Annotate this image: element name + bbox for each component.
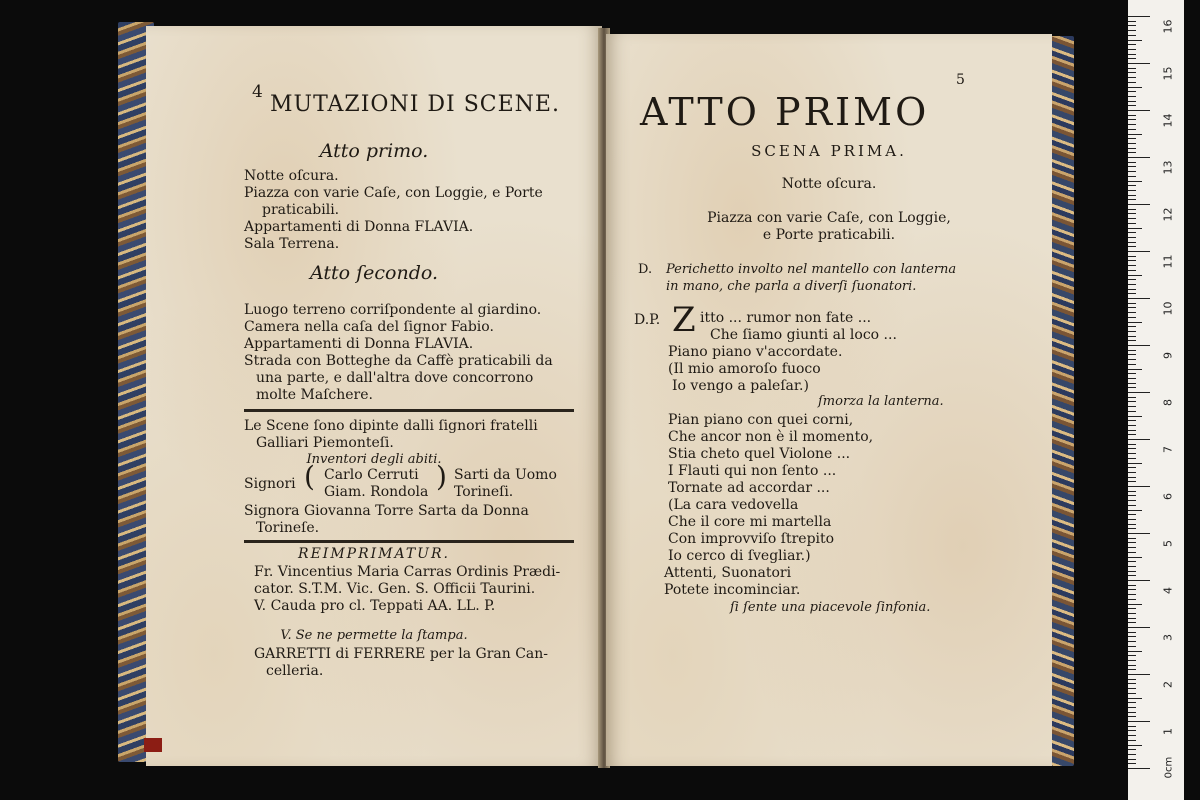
ruler-tick	[1128, 383, 1136, 384]
ruler-tick	[1128, 270, 1136, 271]
ruler-tick	[1128, 279, 1136, 280]
ruler-tick	[1128, 571, 1136, 572]
ruler-tick	[1128, 745, 1142, 746]
ruler-number: 3	[1161, 634, 1175, 641]
signori-role: Torineſi.	[454, 484, 514, 500]
ruler-tick	[1128, 730, 1136, 731]
ruler-tick	[1128, 463, 1142, 464]
ruler-tick	[1128, 317, 1136, 318]
ruler-tick	[1128, 129, 1136, 130]
ruler-tick	[1128, 538, 1136, 539]
ruler-tick	[1128, 190, 1136, 191]
ruler-tick	[1128, 481, 1136, 482]
stage-direction: ſi ſente una piacevole ſinfonia.	[730, 600, 931, 615]
act2-line: Strada con Botteghe da Caffè praticabili da	[244, 353, 553, 369]
ruler-tick	[1128, 698, 1142, 699]
ruler-tick	[1128, 505, 1136, 506]
bracket-close: )	[436, 460, 447, 493]
ruler-number: 7	[1161, 446, 1175, 453]
verse-line: Pian piano con quei corni,	[668, 412, 854, 428]
ruler-tick	[1128, 707, 1136, 708]
ruler-number: 4	[1161, 587, 1175, 594]
ruler-tick	[1128, 679, 1136, 680]
ruler-tick	[1128, 119, 1136, 120]
verse-line: Tornate ad accordar ...	[668, 480, 830, 496]
ruler-tick	[1128, 651, 1142, 652]
ruler-number: 2	[1161, 681, 1175, 688]
ruler-tick	[1128, 566, 1136, 567]
ruler-tick	[1128, 58, 1136, 59]
garretti-line: celleria.	[266, 663, 324, 679]
ruler-tick	[1128, 702, 1136, 703]
ruler-tick	[1128, 411, 1136, 412]
ruler-tick	[1128, 636, 1136, 637]
ruler-tick	[1128, 768, 1150, 769]
ruler-tick	[1128, 655, 1136, 656]
ruler-number: 14	[1161, 113, 1175, 128]
ruler-number: 11	[1161, 254, 1175, 269]
ruler-tick	[1128, 458, 1136, 459]
ruler-tick	[1128, 326, 1136, 327]
ruler-tick	[1128, 557, 1142, 558]
verse-line: (La cara vedovella	[668, 497, 799, 513]
reimprimatur-line: Fr. Vincentius Maria Carras Ordinis Prædi-	[254, 564, 561, 580]
act2-line: Luogo terreno corriſpondente al giardino.	[244, 302, 542, 318]
stage-direction: in mano, che parla a diverſi ſuonatori.	[666, 279, 917, 294]
verse-line: (Il mio amoroſo fuoco	[668, 361, 821, 377]
ruler-tick	[1128, 209, 1136, 210]
ruler-tick	[1128, 392, 1150, 393]
ruler-tick	[1128, 434, 1136, 435]
ruler-tick	[1128, 613, 1136, 614]
ruler-tick	[1128, 30, 1136, 31]
ruler-tick	[1128, 251, 1150, 252]
page-title: MUTAZIONI DI SCENE.	[270, 92, 560, 117]
ruler-number: 13	[1161, 160, 1175, 175]
ruler-tick	[1128, 195, 1136, 196]
ruler-tick	[1128, 218, 1136, 219]
ruler-tick	[1128, 735, 1136, 736]
ruler-tick	[1128, 138, 1136, 139]
ruler-number: 8	[1161, 399, 1175, 406]
ruler-tick	[1128, 542, 1136, 543]
ruler-tick	[1128, 152, 1136, 153]
signori-name: Carlo Cerruti	[324, 467, 419, 483]
verse-line: Potete incominciar.	[664, 582, 801, 598]
measuring-ruler	[1128, 0, 1184, 800]
scenes-line: Galliari Piemonteſi.	[256, 435, 394, 451]
ruler-tick	[1128, 561, 1136, 562]
ruler-tick	[1128, 260, 1136, 261]
ruler-tick	[1128, 622, 1136, 623]
act-title: ATTO PRIMO	[640, 90, 930, 134]
ruler-tick	[1128, 547, 1136, 548]
ruler-tick	[1128, 359, 1136, 360]
verse-line: Io vengo a paleſar.)	[672, 378, 809, 394]
ruler-tick	[1128, 716, 1136, 717]
reimprimatur-heading: REIMPRIMATUR.	[298, 546, 450, 562]
verse-line: Io cerco di ſvegliar.)	[668, 548, 811, 564]
ruler-tick	[1128, 185, 1136, 186]
direction-speaker: D.	[638, 262, 653, 277]
ruler-tick	[1128, 63, 1150, 64]
ruler-tick	[1128, 575, 1136, 576]
ruler-tick	[1128, 124, 1136, 125]
ruler-tick	[1128, 406, 1136, 407]
ruler-tick	[1128, 693, 1136, 694]
reimprimatur-line: cator. S.T.M. Vic. Gen. S. Officii Taurini.	[254, 581, 536, 597]
ruler-tick	[1128, 683, 1136, 684]
ruler-tick	[1128, 223, 1136, 224]
ruler-tick	[1128, 369, 1142, 370]
ruler-tick	[1128, 204, 1150, 205]
ruler-tick	[1128, 232, 1136, 233]
ruler-tick	[1128, 364, 1136, 365]
ruler-tick	[1128, 641, 1136, 642]
scenes-line: Le Scene ſono dipinte dalli ſignori fratelli	[244, 418, 538, 434]
ruler-number: 16	[1161, 19, 1175, 34]
garretti-line: GARRETTI di FERRERE per la Gran Can-	[254, 646, 549, 662]
ruler-tick	[1128, 345, 1150, 346]
stage-direction: ſmorza la lanterna.	[818, 394, 944, 409]
act2-heading: Atto ſecondo.	[309, 262, 439, 284]
ruler-tick	[1128, 486, 1150, 487]
ruler-tick	[1128, 176, 1136, 177]
ruler-tick	[1128, 754, 1136, 755]
ruler-tick	[1128, 453, 1136, 454]
ruler-tick	[1128, 491, 1136, 492]
divider-rule	[244, 540, 574, 543]
ruler-tick	[1128, 416, 1142, 417]
ruler-tick	[1128, 599, 1136, 600]
ruler-tick	[1128, 322, 1142, 323]
act2-line: molte Maſchere.	[256, 387, 373, 403]
ruler-tick	[1128, 91, 1136, 92]
act1-line: Appartamenti di Donna FLAVIA.	[244, 219, 474, 235]
ruler-tick	[1128, 143, 1136, 144]
ruler-tick	[1128, 627, 1150, 628]
ruler-tick	[1128, 228, 1142, 229]
ruler-tick	[1128, 721, 1150, 722]
signori-label: Signori	[244, 476, 296, 492]
ruler-tick	[1128, 115, 1136, 116]
ruler-tick	[1128, 425, 1136, 426]
ruler-number: 5	[1161, 540, 1175, 547]
speaker-label: D.P.	[634, 312, 661, 328]
ruler-tick	[1128, 199, 1136, 200]
reimprimatur-line: V. Cauda pro cl. Teppati AA. LL. P.	[254, 598, 496, 614]
ruler-tick	[1128, 726, 1136, 727]
ruler-tick	[1128, 632, 1136, 633]
ruler-tick	[1128, 148, 1136, 149]
ruler-tick	[1128, 166, 1136, 167]
ruler-tick	[1128, 298, 1150, 299]
signori-role: Sarti da Uomo	[454, 467, 557, 483]
page-number-right: 5	[956, 72, 965, 88]
ruler-tick	[1128, 585, 1136, 586]
verse-line: Con improvviſo ſtrepito	[668, 531, 835, 547]
ruler-tick	[1128, 688, 1136, 689]
ruler-tick	[1128, 44, 1136, 45]
ruler-tick	[1128, 21, 1136, 22]
ruler-tick	[1128, 580, 1150, 581]
setting-line: Piazza con varie Caſe, con Loggie,	[707, 210, 951, 226]
signora-line: Signora Giovanna Torre Sarta da Donna	[244, 503, 529, 519]
ruler-number: 6	[1161, 493, 1175, 500]
ruler-tick	[1128, 608, 1136, 609]
ruler-tick	[1128, 171, 1136, 172]
ruler-tick	[1128, 373, 1136, 374]
scene-title: SCENA PRIMA.	[751, 142, 907, 160]
ruler-tick	[1128, 68, 1136, 69]
ruler-number: 12	[1161, 207, 1175, 222]
verse-line: Che ancor non è il momento,	[668, 429, 874, 445]
ruler-tick	[1128, 312, 1136, 313]
ruler-tick	[1128, 594, 1136, 595]
stage-direction: Perichetto involto nel mantello con lanterna	[666, 262, 957, 277]
act1-line: praticabili.	[262, 202, 340, 218]
ruler-tick	[1128, 242, 1136, 243]
act1-line: Piazza con varie Caſe, con Loggie, e Porte	[244, 185, 543, 201]
ruler-tick	[1128, 514, 1136, 515]
act1-line: Notte oſcura.	[244, 168, 339, 184]
ruler-tick	[1128, 40, 1142, 41]
ruler-tick	[1128, 646, 1136, 647]
verse-line: Che ſiamo giunti al loco ...	[710, 327, 897, 343]
ruler-number: 10	[1161, 301, 1175, 316]
verse-line: Piano piano v'accordate.	[668, 344, 843, 360]
ruler-tick	[1128, 110, 1150, 111]
ruler-tick	[1128, 340, 1136, 341]
ruler-tick	[1128, 378, 1136, 379]
ruler-tick	[1128, 477, 1136, 478]
ruler-tick	[1128, 54, 1136, 55]
right-page	[606, 34, 1052, 766]
ruler-tick	[1128, 444, 1136, 445]
ruler-tick	[1128, 430, 1136, 431]
ruler-tick	[1128, 289, 1136, 290]
act1-heading: Atto primo.	[319, 140, 429, 162]
act2-line: Camera nella caſa del ſignor Fabio.	[244, 319, 494, 335]
ruler-tick	[1128, 354, 1136, 355]
permesso-line: V. Se ne permette la ſtampa.	[280, 628, 468, 643]
ruler-tick	[1128, 510, 1142, 511]
ruler-tick	[1128, 524, 1136, 525]
setting-line: Notte oſcura.	[781, 176, 877, 192]
ruler-number: 9	[1161, 352, 1175, 359]
ruler-tick	[1128, 82, 1136, 83]
ruler-number: 1	[1161, 728, 1175, 735]
ruler-tick	[1128, 303, 1136, 304]
page-number-left: 4	[252, 82, 263, 102]
ruler-tick	[1128, 589, 1136, 590]
ruler-tick	[1128, 665, 1136, 666]
ruler-tick	[1128, 16, 1150, 17]
left-page	[146, 26, 602, 766]
ruler-tick	[1128, 759, 1136, 760]
ruler-tick	[1128, 350, 1136, 351]
setting-line: e Porte praticabili.	[762, 227, 896, 243]
ruler-tick	[1128, 763, 1136, 764]
verse-line: Stia cheto quel Violone ...	[668, 446, 851, 462]
act2-line: una parte, e dall'altra dove concorrono	[256, 370, 534, 386]
inventori-line: Inventori degli abiti.	[306, 452, 442, 467]
ruler-tick	[1128, 467, 1136, 468]
ruler-tick	[1128, 439, 1150, 440]
ruler-tick	[1128, 749, 1136, 750]
divider-rule	[244, 409, 574, 412]
ruler-tick	[1128, 275, 1142, 276]
verse-line: itto ... rumor non fate ...	[700, 310, 872, 326]
verse-line: Che il core mi martella	[668, 514, 832, 530]
ruler-tick	[1128, 528, 1136, 529]
drop-cap: Z	[672, 300, 696, 340]
ruler-tick	[1128, 552, 1136, 553]
ruler-tick	[1128, 72, 1136, 73]
ruler-tick	[1128, 669, 1136, 670]
verse-line: Attenti, Suonatori	[664, 565, 792, 581]
ruler-tick	[1128, 495, 1136, 496]
ruler-tick	[1128, 293, 1136, 294]
ruler-tick	[1128, 519, 1136, 520]
ruler-tick	[1128, 213, 1136, 214]
ruler-tick	[1128, 420, 1136, 421]
ruler-tick	[1128, 387, 1136, 388]
signori-name: Giam. Rondola	[324, 484, 429, 500]
ruler-tick	[1128, 472, 1136, 473]
ruler-tick	[1128, 25, 1136, 26]
ruler-tick	[1128, 604, 1142, 605]
ruler-tick	[1128, 533, 1150, 534]
ruler-tick	[1128, 96, 1136, 97]
red-ribbon	[144, 738, 162, 752]
ruler-tick	[1128, 77, 1136, 78]
bracket-open: (	[304, 460, 315, 493]
ruler-tick	[1128, 246, 1136, 247]
act1-line: Sala Terrena.	[244, 236, 340, 252]
ruler-tick	[1128, 336, 1136, 337]
ruler-tick	[1128, 331, 1136, 332]
ruler-tick	[1128, 162, 1136, 163]
ruler-tick	[1128, 105, 1136, 106]
ruler-tick	[1128, 284, 1136, 285]
signora-line: Torineſe.	[256, 520, 320, 536]
ruler-tick	[1128, 157, 1150, 158]
ruler-tick	[1128, 618, 1136, 619]
ruler-tick	[1128, 35, 1136, 36]
ruler-tick	[1128, 134, 1142, 135]
ruler-tick	[1128, 448, 1136, 449]
ruler-tick	[1128, 660, 1136, 661]
ruler-tick	[1128, 674, 1150, 675]
ruler-tick	[1128, 256, 1136, 257]
ruler-tick	[1128, 740, 1136, 741]
verse-line: I Flauti qui non ſento ...	[668, 463, 837, 479]
act2-line: Appartamenti di Donna FLAVIA.	[244, 336, 474, 352]
ruler-tick	[1128, 265, 1136, 266]
ruler-tick	[1128, 101, 1136, 102]
ruler-tick	[1128, 237, 1136, 238]
ruler-tick	[1128, 712, 1136, 713]
ruler-number: 15	[1161, 66, 1175, 81]
ruler-tick	[1128, 500, 1136, 501]
ruler-tick	[1128, 49, 1136, 50]
ruler-tick	[1128, 181, 1142, 182]
ruler-tick	[1128, 397, 1136, 398]
ruler-unit-label: 0cm	[1163, 756, 1175, 779]
ruler-tick	[1128, 87, 1142, 88]
ruler-tick	[1128, 307, 1136, 308]
ruler-tick	[1128, 401, 1136, 402]
